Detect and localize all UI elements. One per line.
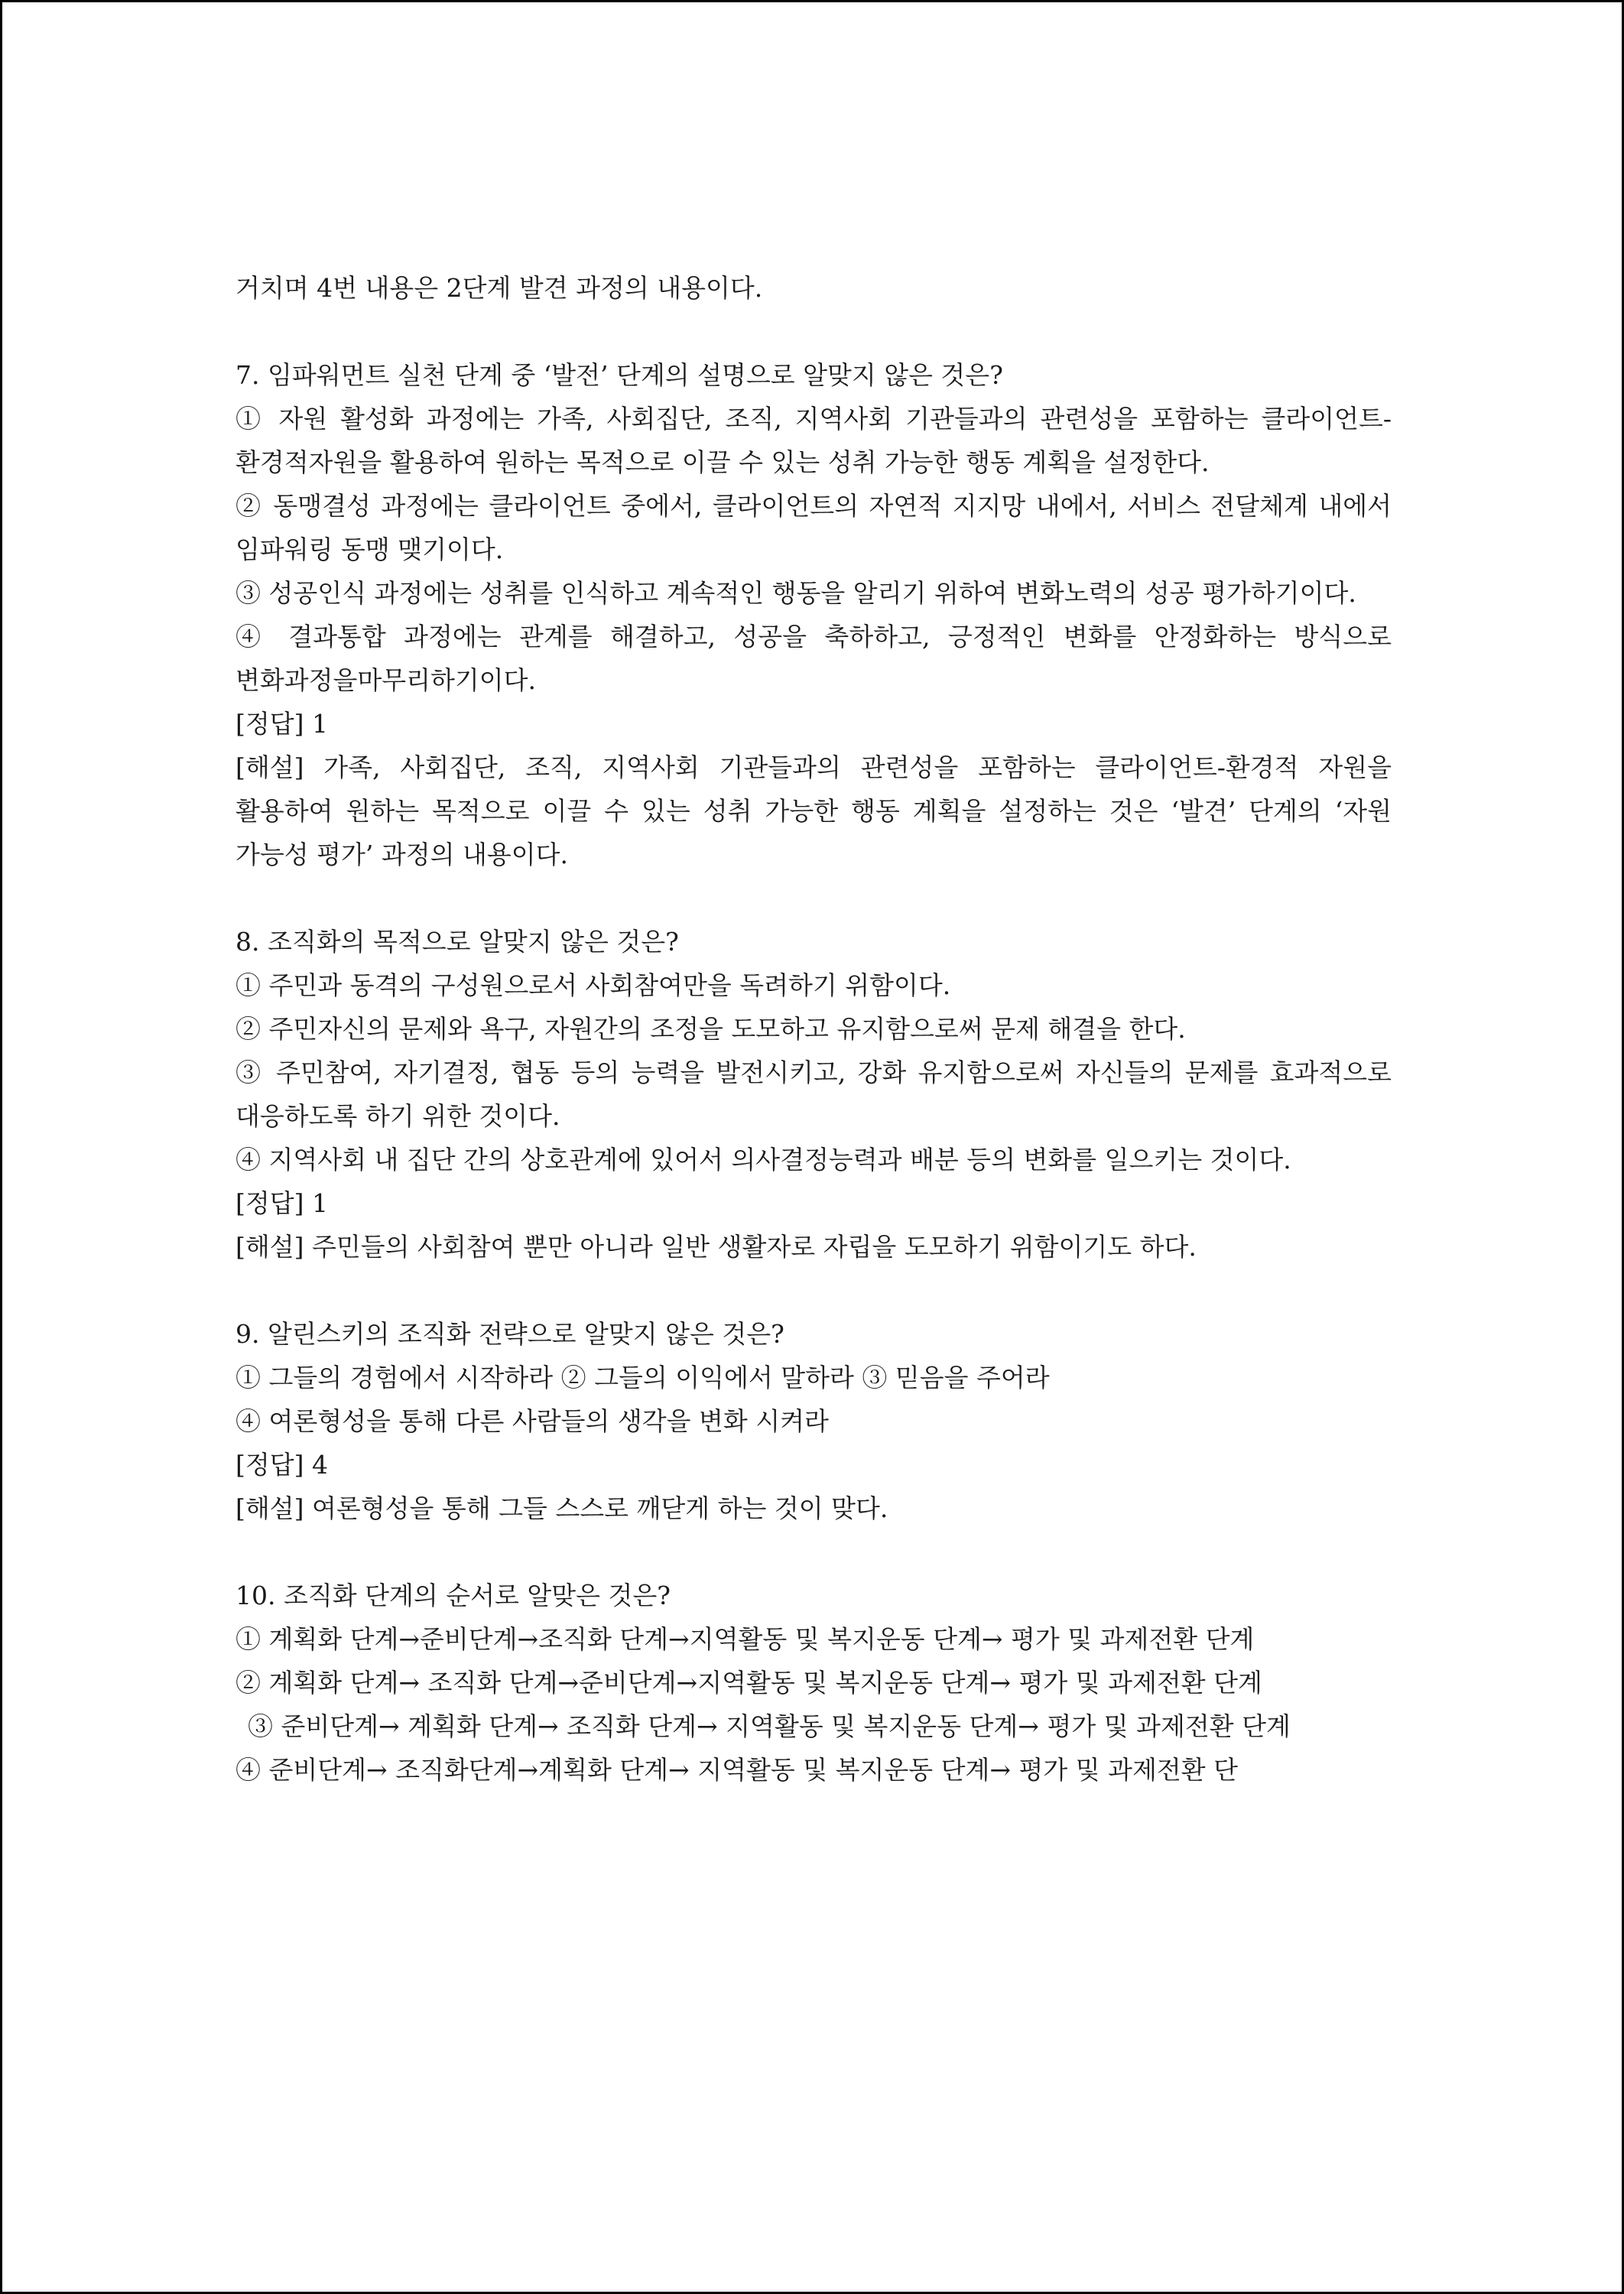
q7-option-1: ① 자원 활성화 과정에는 가족, 사회집단, 조직, 지역사회 기관들과의 관련성을 포함하는 클라이언트-환경적자원을 활용하여 원하는 목적으로 이끌 수 있는 성취 가능한 행동 계획을 설정한다. [235, 404, 1392, 477]
q8-option-1: ① 주민과 동격의 구성원으로서 사회참여만을 독려하기 위함이다. [235, 970, 951, 1000]
q8-option-2: ② 주민자신의 문제와 욕구, 자원간의 조정을 도모하고 유지함으로써 문제 해결을 한다. [235, 1014, 1186, 1044]
q7-answer: [정답] 1 [235, 709, 328, 739]
question-9: 9. 알린스키의 조직화 전략으로 알맞지 않은 것은? [235, 1319, 784, 1349]
section-gap [235, 1269, 1392, 1312]
q8-explanation: [해설] 주민들의 사회참여 뿐만 아니라 일반 생활자로 자립을 도모하기 위함이기도 하다. [235, 1232, 1197, 1262]
q9-options-line-1: ① 그들의 경험에서 시작하라 ② 그들의 이익에서 말하라 ③ 믿음을 주어라 [235, 1363, 1050, 1392]
question-7: 7. 임파워먼트 실천 단계 중 ‘발전’ 단계의 설명으로 알맞지 않은 것은? [235, 360, 1003, 390]
section-gap [235, 1530, 1392, 1574]
q9-answer: [정답] 4 [235, 1450, 328, 1480]
question-8: 8. 조직화의 목적으로 알맞지 않은 것은? [235, 927, 679, 957]
question-10: 10. 조직화 단계의 순서로 알맞은 것은? [235, 1581, 671, 1610]
q7-option-4: ④ 결과통합 과정에는 관계를 해결하고, 성공을 축하하고, 긍정적인 변화를 안정화하는 방식으로 변화과정을마무리하기이다. [235, 622, 1392, 695]
q7-option-2: ② 동맹결성 과정에는 클라이언트 중에서, 클라이언트의 자연적 지지망 내에서, 서비스 전달체계 내에서 임파워링 동맹 맺기이다. [235, 491, 1392, 564]
section-gap [235, 876, 1392, 920]
section-gap [235, 310, 1392, 353]
intro-text: 거치며 4번 내용은 2단계 발견 과정의 내용이다. [235, 273, 763, 303]
q8-option-3: ③ 주민참여, 자기결정, 협동 등의 능력을 발전시키고, 강화 유지함으로써 자신들의 문제를 효과적으로 대응하도록 하기 위한 것이다. [235, 1058, 1392, 1131]
q10-option-4: ④ 준비단계→ 조직화단계→계획화 단계→ 지역활동 및 복지운동 단계→ 평가 및 과제전환 단 [235, 1755, 1238, 1785]
q8-option-4: ④ 지역사회 내 집단 간의 상호관계에 있어서 의사결정능력과 배분 등의 변화를 일으키는 것이다. [235, 1145, 1291, 1175]
q10-option-1: ① 계획화 단계→준비단계→조직화 단계→지역활동 및 복지운동 단계→ 평가 및 과제전환 단계 [235, 1624, 1255, 1654]
q9-options-line-2: ④ 여론형성을 통해 다른 사람들의 생각을 변화 시켜라 [235, 1406, 829, 1436]
q9-explanation: [해설] 여론형성을 통해 그들 스스로 깨닫게 하는 것이 맞다. [235, 1493, 888, 1523]
q7-option-3: ③ 성공인식 과정에는 성취를 인식하고 계속적인 행동을 알리기 위하여 변화노력의 성공 평가하기이다. [235, 578, 1356, 608]
document-body [235, 266, 1392, 1792]
q10-option-3: ③ 준비단계→ 계획화 단계→ 조직화 단계→ 지역활동 및 복지운동 단계→ 평가 및 과제전환 단계 [248, 1711, 1291, 1741]
q10-option-2: ② 계획화 단계→ 조직화 단계→준비단계→지역활동 및 복지운동 단계→ 평가 및 과제전환 단계 [235, 1668, 1262, 1698]
q8-answer: [정답] 1 [235, 1188, 328, 1218]
q7-explanation: [해설] 가족, 사회집단, 조직, 지역사회 기관들과의 관련성을 포함하는 클라이언트-환경적 자원을 활용하여 원하는 목적으로 이끌 수 있는 성취 가능한 행동 계획을 설정하는 것은 ‘발견’ 단계의 ‘자원 가능성 평가’ 과정의 내용이다. [235, 752, 1392, 869]
